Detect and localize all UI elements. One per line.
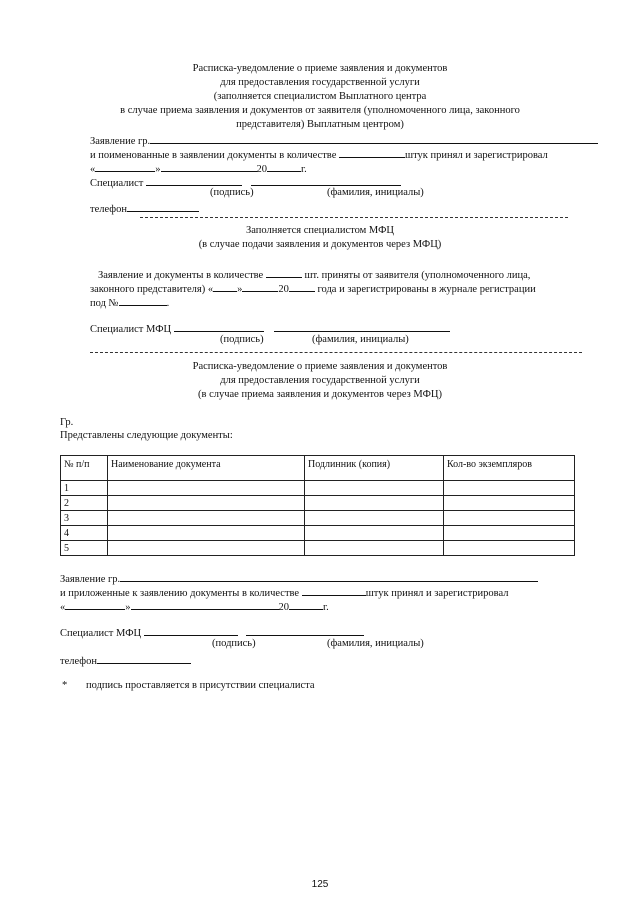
- document-name-cell[interactable]: [108, 511, 305, 526]
- date-year-prefix: 20: [278, 602, 289, 613]
- citizen-name-field[interactable]: [150, 132, 598, 144]
- document-name-cell[interactable]: [108, 496, 305, 511]
- section1-title-line: в случае приема заявления и документов от заявителя (уполномоченного лица, законного: [120, 105, 520, 116]
- section3-date-line: [60, 598, 329, 615]
- mfc-signature-field[interactable]: [174, 320, 264, 332]
- document-count-field[interactable]: [339, 146, 405, 158]
- table-row: [61, 511, 575, 526]
- copies-cell[interactable]: [444, 496, 575, 511]
- section1-title-line: Расписка-уведомление о приеме заявления и документов: [192, 63, 448, 74]
- table-row: [61, 481, 575, 496]
- document-name-cell[interactable]: [108, 481, 305, 496]
- documents-table: [60, 455, 575, 556]
- phone-label: телефон: [60, 656, 97, 667]
- document-name-cell[interactable]: [108, 526, 305, 541]
- phone-field[interactable]: [97, 652, 191, 664]
- row-number: 4: [61, 526, 108, 541]
- count-text-after: штук принял и зарегистрировал: [405, 150, 548, 161]
- original-copy-cell[interactable]: [305, 541, 444, 556]
- original-copy-cell[interactable]: [305, 511, 444, 526]
- table-row: [61, 541, 575, 556]
- col-header-original: Подлинник (копия): [305, 456, 444, 481]
- original-copy-cell[interactable]: [305, 481, 444, 496]
- phone-field[interactable]: [127, 200, 199, 212]
- document-name-cell[interactable]: [108, 541, 305, 556]
- name-caption: (фамилия, инициалы): [327, 638, 424, 649]
- date-open-quote: «: [90, 164, 96, 175]
- mfc-year-field[interactable]: [289, 280, 315, 292]
- mfc-month-field[interactable]: [242, 280, 278, 292]
- footnote-text: подпись проставляется в присутствии специалиста: [86, 680, 315, 691]
- para-text: шт. приняты от заявителя (уполномоченного лица,: [304, 270, 531, 281]
- section3-title-line: для предоставления государственной услуги: [220, 375, 420, 386]
- mfc-specialist-label: Специалист МФЦ: [90, 324, 172, 335]
- section3-title-line: Расписка-уведомление о приеме заявления и документов: [192, 361, 448, 372]
- mfc-day-field[interactable]: [213, 280, 237, 292]
- date-month-field[interactable]: [161, 160, 257, 172]
- date-year-prefix: 20: [256, 164, 267, 175]
- para-text: законного представителя) «: [90, 284, 214, 295]
- count-text-before: и поименованные в заявлении документы в количестве: [90, 150, 337, 161]
- section1-phone-line: [90, 200, 199, 217]
- document-count-field[interactable]: [302, 584, 366, 596]
- para-text: под №: [90, 298, 119, 309]
- mfc-name-field[interactable]: [246, 624, 364, 636]
- copies-cell[interactable]: [444, 511, 575, 526]
- citizen-name-field[interactable]: [120, 570, 538, 582]
- mfc-specialist-label: Специалист МФЦ: [60, 628, 142, 639]
- cut-line: [140, 217, 568, 218]
- date-close-quote: »: [155, 164, 161, 175]
- page-number: 125: [311, 879, 329, 890]
- original-copy-cell[interactable]: [305, 496, 444, 511]
- row-number: 1: [61, 481, 108, 496]
- section2-title-line: Заполняется специалистом МФЦ: [246, 225, 394, 236]
- date-close-quote: »: [125, 602, 131, 613]
- date-day-field[interactable]: [65, 598, 125, 610]
- section2-para-line3: [90, 294, 169, 311]
- docs-label: Представлены следующие документы:: [60, 430, 233, 441]
- mfc-name-field[interactable]: [274, 320, 450, 332]
- table-row: [61, 496, 575, 511]
- specialist-label: Специалист: [90, 178, 144, 189]
- section3-title-line: (в случае приема заявления и документов через МФЦ): [198, 389, 442, 400]
- mfc-signature-field[interactable]: [144, 624, 238, 636]
- date-year-field[interactable]: [289, 598, 323, 610]
- statement-label: Заявление гр.: [60, 574, 121, 585]
- mfc-count-field[interactable]: [266, 266, 302, 278]
- row-number: 3: [61, 511, 108, 526]
- original-copy-cell[interactable]: [305, 526, 444, 541]
- specialist-signature-field[interactable]: [146, 174, 242, 186]
- copies-cell[interactable]: [444, 541, 575, 556]
- section2-title-line: (в случае подачи заявления и документов через МФЦ): [198, 239, 442, 250]
- table-header-row: [61, 456, 575, 481]
- para-text: года и зарегистрированы в журнале регистрации: [317, 284, 536, 295]
- col-header-copies: Кол-во экземпляров: [444, 456, 575, 481]
- registry-number-field[interactable]: [119, 294, 167, 306]
- citizen-label: Гр.: [60, 417, 74, 428]
- signature-caption: (подпись): [210, 187, 254, 198]
- count-text-before: и приложенные к заявлению документы в количестве: [60, 588, 300, 599]
- date-year-field[interactable]: [267, 160, 301, 172]
- col-header-document: Наименование документа: [108, 456, 305, 481]
- footnote-marker: *: [62, 680, 68, 691]
- date-day-field[interactable]: [95, 160, 155, 172]
- count-text-after: штук принял и зарегистрировал: [365, 588, 509, 599]
- copies-cell[interactable]: [444, 481, 575, 496]
- specialist-name-field[interactable]: [251, 174, 401, 186]
- section1-title-line: представителя) Выплатным центром): [236, 119, 404, 130]
- section1-title-line: для предоставления государственной услуги: [220, 77, 420, 88]
- cut-line: [90, 352, 582, 353]
- section3-phone-line: [60, 652, 191, 669]
- date-suffix: г.: [323, 602, 329, 613]
- para-text: Заявление и документы в количестве: [98, 270, 264, 281]
- date-month-field[interactable]: [131, 598, 279, 610]
- name-caption: (фамилия, инициалы): [327, 187, 424, 198]
- date-suffix: г.: [301, 164, 307, 175]
- signature-caption: (подпись): [212, 638, 256, 649]
- col-header-number: № п/п: [61, 456, 108, 481]
- table-row: [61, 526, 575, 541]
- copies-cell[interactable]: [444, 526, 575, 541]
- row-number: 5: [61, 541, 108, 556]
- signature-caption: (подпись): [220, 334, 264, 345]
- section1-title-line: (заполняется специалистом Выплатного центра: [213, 91, 427, 102]
- para-text: »: [237, 284, 243, 295]
- name-caption: (фамилия, инициалы): [312, 334, 409, 345]
- date-open-quote: «: [60, 602, 66, 613]
- phone-label: телефон: [90, 204, 127, 215]
- para-text: .: [166, 298, 170, 309]
- statement-label: Заявление гр.: [90, 136, 151, 147]
- row-number: 2: [61, 496, 108, 511]
- para-text: 20: [278, 284, 289, 295]
